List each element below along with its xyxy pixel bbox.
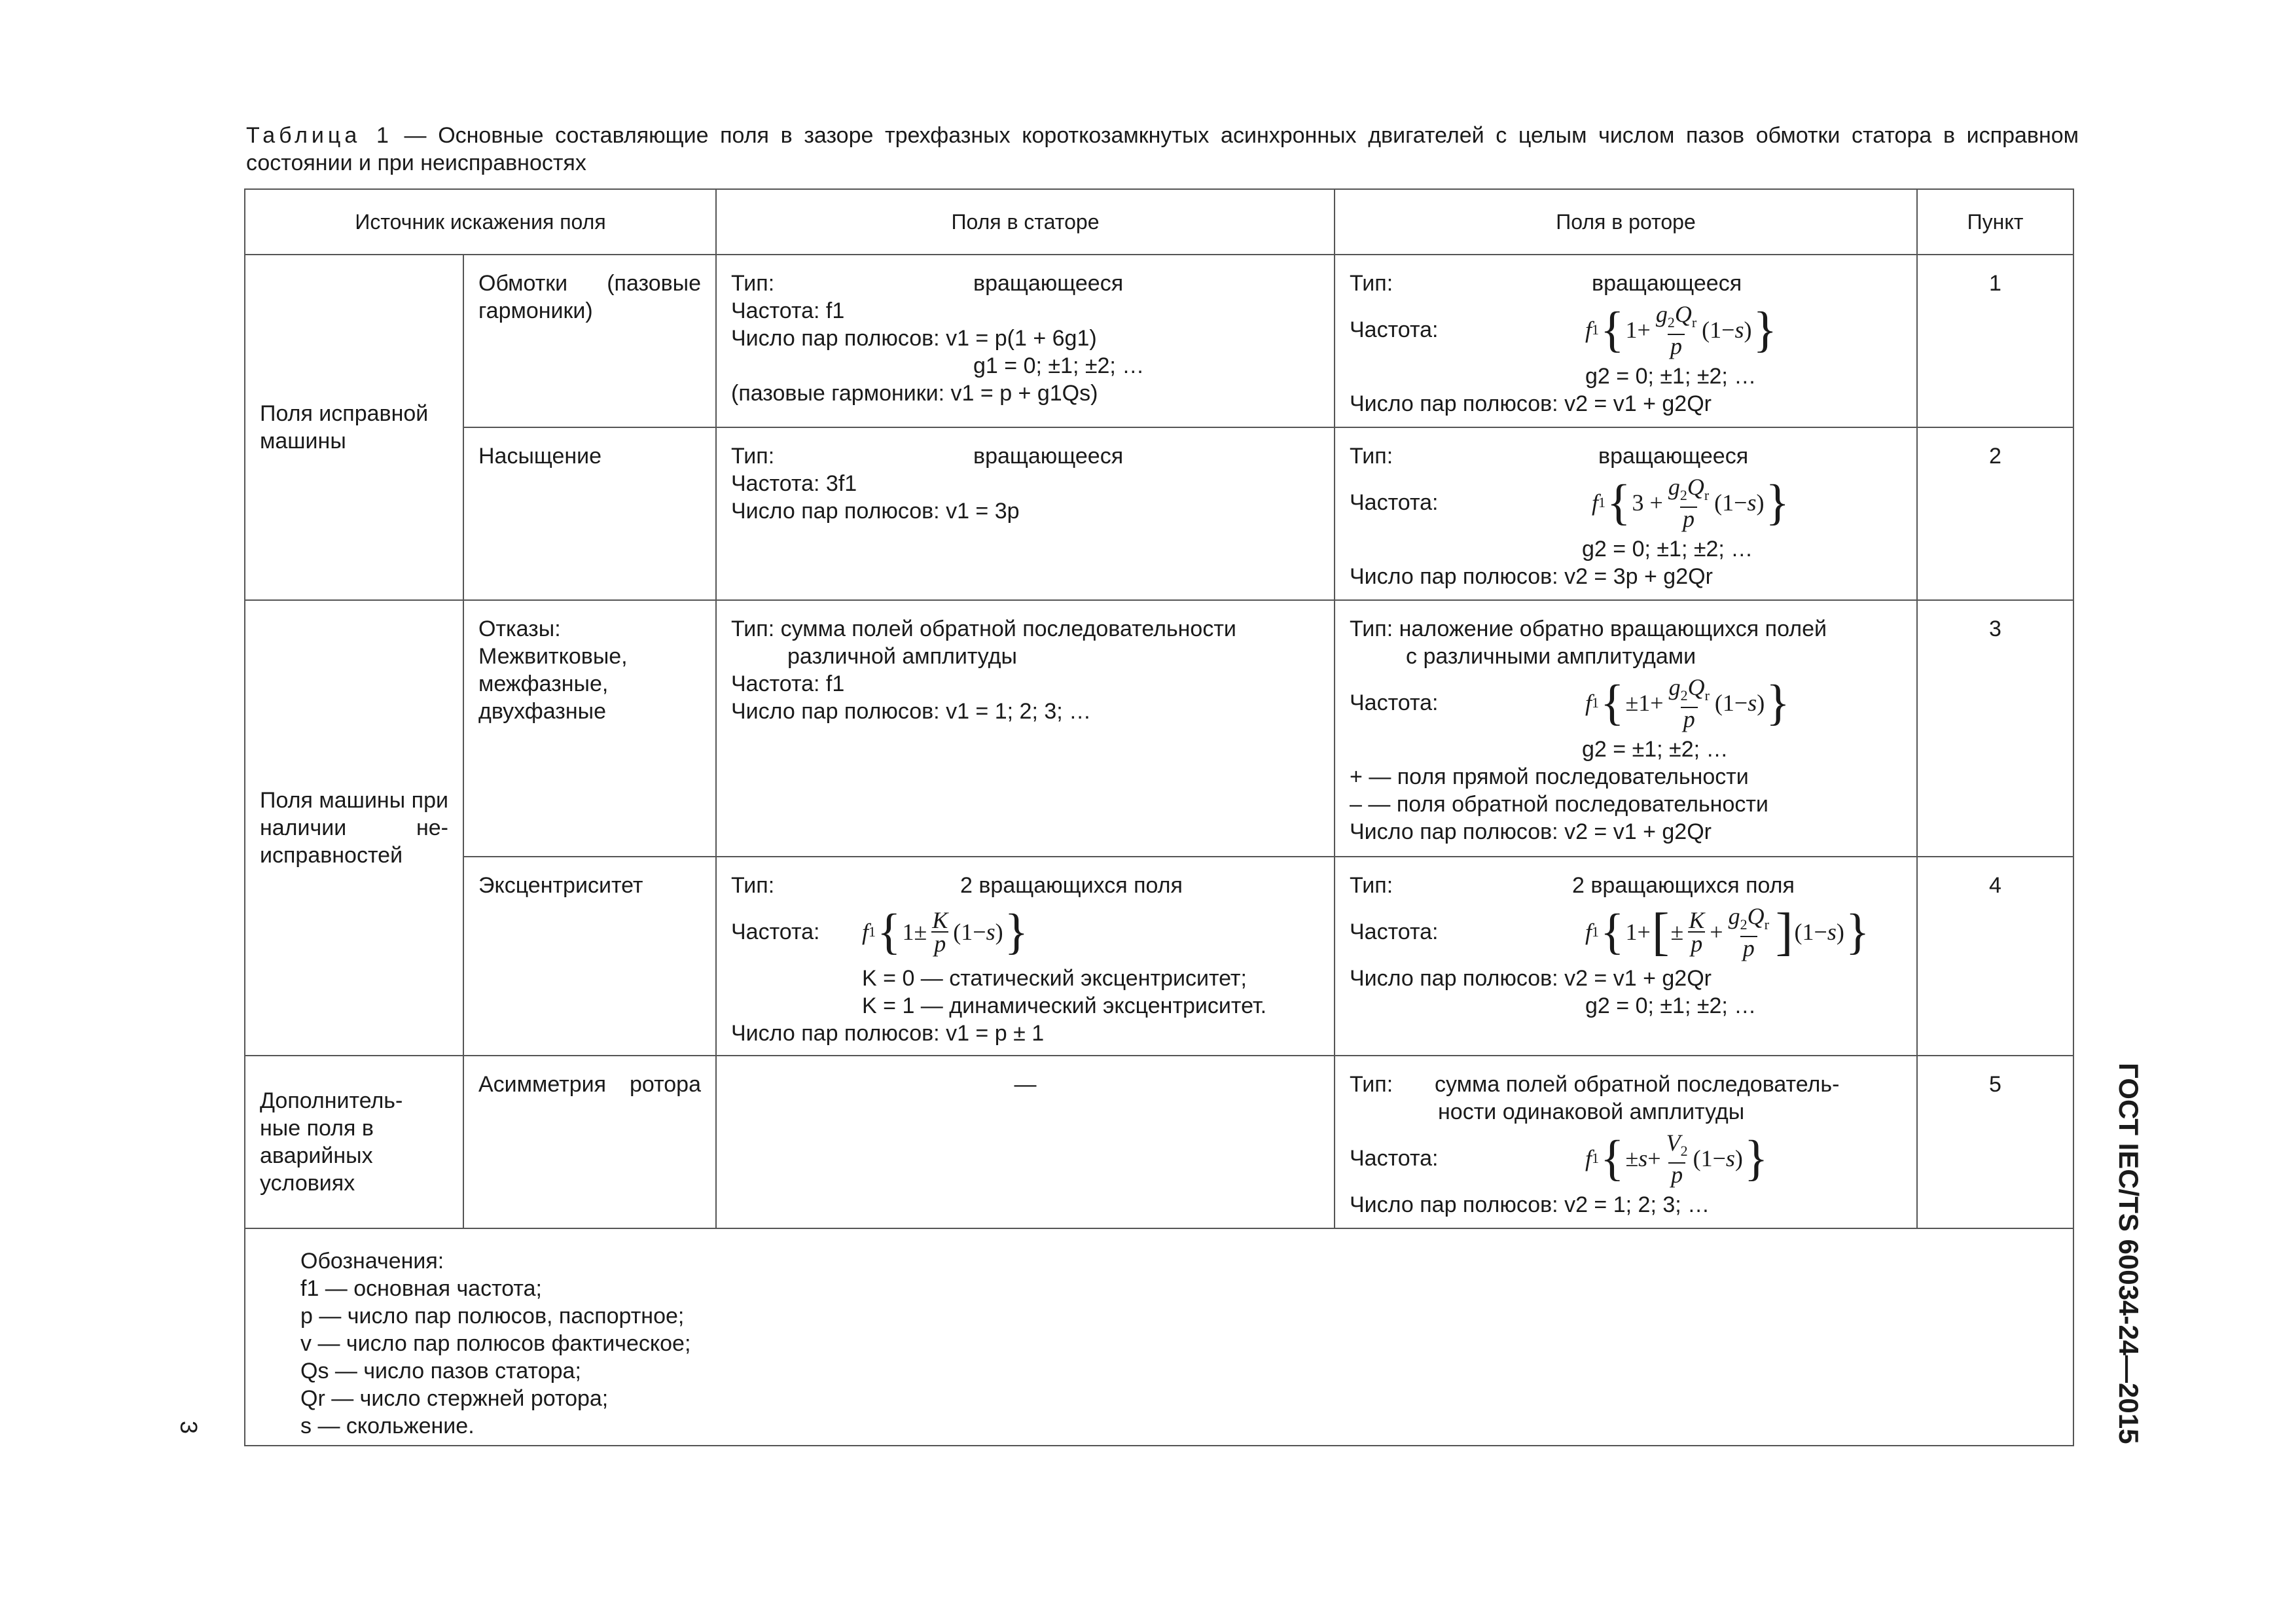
table-row	[245, 600, 2073, 857]
table-row	[245, 857, 2073, 1056]
group-faulty: Поля машины при наличии не-исправностей	[245, 600, 463, 1056]
header-stator: Поля в статоре	[716, 189, 1335, 255]
caption-text: — Основные составляющие поля в зазоре трехфазных короткозамкнутых асинхронных двигателей с целым числом пазов обмотки статора в исправном состоянии и при неисправностях	[246, 123, 2079, 175]
frequency-formula: f 1 { 1+ [ ± $\frac{K}{p}$ + $\frac{g_2Q_r}{p}$ ] (1− s ) }	[1585, 902, 1870, 961]
main-table	[244, 188, 2074, 1446]
note-item: s — скольжение.	[300, 1414, 475, 1438]
stator-cell: Тип: 2 вращающихся поля Частота: f 1 { 1± $\frac{K}{p}$ (1− s ) } K = 0 — статический эксцентриситет; K = 1 — динамический эксцентриситет. Число пар полюсов: v1 = p ± 1	[716, 857, 1335, 1056]
frequency-formula: f 1 { ±1+ $\frac{g_2Q_r}{p}$ (1− s ) }	[1585, 673, 1790, 732]
note-item: Qs — число пазов статора;	[300, 1359, 581, 1383]
rotor-cell: Тип: 2 вращающихся поля Частота: f 1 { 1+ [ ± $\frac{K}{p}$ + $\frac{g_2Q_r}{p}$ ] (1− s ) } Число пар полюсов: v2 = v1 + g2Qr g2 = 0; ±1; ±2; …	[1335, 857, 1917, 1056]
rotor-cell: Тип: вращающееся Частота: f 1 { 1+ $\frac{g_2Q_r}{p}$ (1− s ) } g2 = 0; ±1; ±2; … Число пар полюсов: v2 = v1 + g2Qr	[1335, 255, 1917, 427]
notes-cell	[245, 1228, 2073, 1446]
caption-lead: Таблица 1	[246, 123, 393, 148]
rotor-cell: Тип: наложение обратно вращающихся полей с различными амплитудами Частота: f 1 { ±1+ $\frac{g_2Q_r}{p}$ (1− s ) } g2 = ±1; ±2; … + — поля прямой последовательности – — поля обратной последовательности Число пар полюсов: v2 = v1 + g2Qr	[1335, 600, 1917, 857]
source-cell: Эксцентриситет	[463, 857, 716, 1056]
source-cell: Насыщение	[463, 427, 716, 600]
note-item: p — число пар полюсов, паспортное;	[300, 1304, 685, 1329]
source-cell: Обмотки (пазовые гармоники)	[463, 255, 716, 427]
header-item: Пункт	[1917, 189, 2073, 255]
item-number: 5	[1917, 1056, 2073, 1228]
standard-designation: ГОСТ IEC/TS 60034-24—2015	[2113, 1063, 2144, 1444]
notes-heading: Обозначения:	[300, 1249, 444, 1274]
stator-cell: Тип: сумма полей обратной последовательности различной амплитуды Частота: f1 Число пар полюсов: v1 = 1; 2; 3; …	[716, 600, 1335, 857]
item-number: 1	[1917, 255, 2073, 427]
rotor-cell: Тип: сумма полей обратной последователь- ности одинаковой амплитуды Частота: f 1 { ± s + $\frac{V_2}{p}$ (1− s ) } Число пар полюсов: v2 = 1; 2; 3; …	[1335, 1056, 1917, 1228]
source-cell: Асимметрия ротора	[463, 1056, 716, 1228]
frequency-formula: f 1 { 1± $\frac{K}{p}$ (1− s ) }	[862, 904, 1029, 959]
table-row	[245, 427, 2073, 600]
item-number: 2	[1917, 427, 2073, 600]
item-number: 3	[1917, 600, 2073, 857]
group-emergency: Дополнитель-ные поля в аварийных условиях	[245, 1056, 463, 1228]
header-source: Источник искажения поля	[245, 189, 716, 255]
note-item: v — число пар полюсов фактическое;	[300, 1331, 691, 1356]
group-healthy: Поля исправной машины	[245, 255, 463, 600]
stator-cell: Тип: вращающееся Частота: 3f1 Число пар полюсов: v1 = 3p	[716, 427, 1335, 600]
header-rotor: Поля в роторе	[1335, 189, 1917, 255]
note-item: f1 — основная частота;	[300, 1276, 542, 1301]
header-row	[245, 189, 2073, 255]
source-cell: Отказы: Межвитковые, межфазные, двухфазные	[463, 600, 716, 857]
rotor-cell: Тип: вращающееся Частота: f 1 { 3 + $\frac{g_2Q_r}{p}$ (1− s ) } g2 = 0; ±1; ±2; … Число пар полюсов: v2 = 3p + g2Qr	[1335, 427, 1917, 600]
notes-row	[245, 1228, 2073, 1446]
stator-cell: Тип: вращающееся Частота: f1 Число пар полюсов: v1 = p(1 + 6g1) g1 = 0; ±1; ±2; … (пазовые гармоники: v1 = p + g1Qs)	[716, 255, 1335, 427]
note-item: Qr — число стержней ротора;	[300, 1386, 609, 1411]
frequency-formula: f 1 { 1+ $\frac{g_2Q_r}{p}$ (1− s ) }	[1585, 300, 1777, 359]
item-number: 4	[1917, 857, 2073, 1056]
frequency-formula: f 1 { 3 + $\frac{g_2Q_r}{p}$ (1− s ) }	[1592, 473, 1789, 532]
stator-cell: —	[716, 1056, 1335, 1228]
table-row	[245, 1056, 2073, 1228]
table-caption	[246, 122, 2079, 177]
table-row	[245, 255, 2073, 427]
frequency-formula: f 1 { ± s + $\frac{V_2}{p}$ (1− s ) }	[1585, 1129, 1768, 1188]
page-number: 3	[175, 1420, 203, 1435]
